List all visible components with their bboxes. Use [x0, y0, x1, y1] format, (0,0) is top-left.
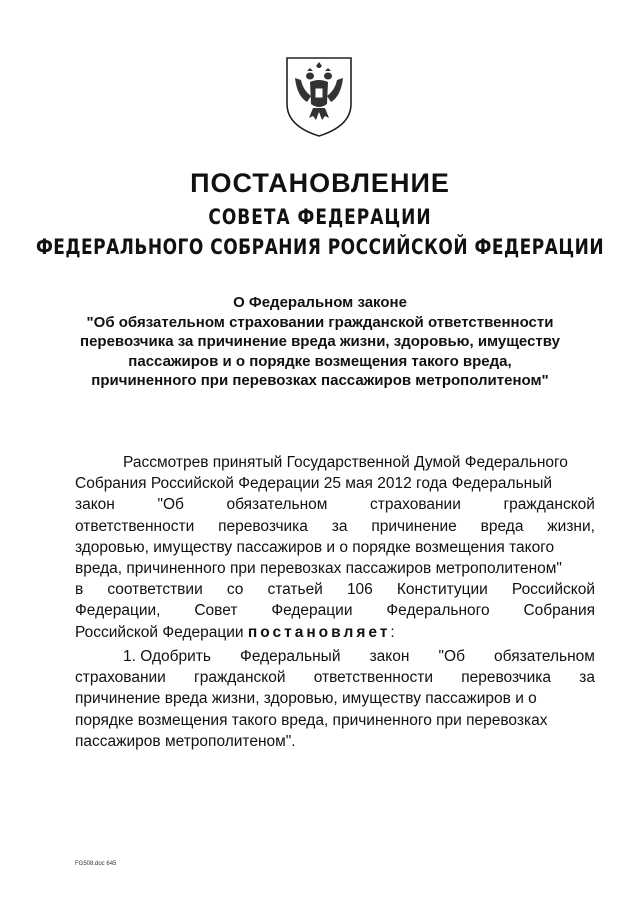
word: за — [331, 517, 348, 535]
paragraph-preamble — [75, 452, 595, 643]
text-line — [75, 688, 595, 709]
subject-line: перевозчика за причинение вреда жизни, здоровью, имуществу — [80, 333, 560, 350]
word: закон — [75, 496, 115, 514]
word: причинение — [371, 517, 457, 535]
text-segment: Российской Федерации — [75, 623, 248, 641]
word: перевозчика — [461, 669, 552, 687]
text-segment: : — [390, 623, 395, 641]
subject-line: причиненного при перевозках пассажиров метрополитеном" — [91, 372, 549, 389]
word: Совет — [194, 602, 238, 620]
word: вреда, причиненного при перевозках пассажиров метрополитеном" — [75, 560, 562, 578]
text-line — [75, 579, 595, 600]
word: обязательном — [494, 648, 595, 665]
text-line: пассажиров метрополитеном". — [75, 732, 296, 750]
word: со — [226, 581, 244, 599]
word: Российской — [511, 581, 595, 599]
word: в — [75, 581, 84, 599]
document-subtitle-2: ФЕДЕРАЛЬНОГО СОБРАНИЯ РОССИЙСКОЙ ФЕДЕРАЦИИ — [35, 235, 605, 260]
word: 106 — [346, 581, 373, 599]
subject-block — [60, 293, 580, 391]
word: перевозчика — [218, 517, 308, 535]
word: закон — [369, 648, 410, 665]
word: "Об — [438, 648, 465, 665]
text-line — [75, 710, 595, 731]
word: Конституции — [396, 581, 488, 599]
text-line — [75, 452, 595, 473]
word: соответствии — [107, 581, 203, 599]
word: вреда — [480, 517, 524, 535]
text-line — [75, 667, 595, 688]
word: Федерации, — [75, 602, 161, 620]
word: Собрания Российской Федерации 25 мая 2012 года Федеральный — [75, 475, 553, 493]
word: причинение вреда жизни, здоровью, имуществу пассажиров и о — [75, 690, 537, 708]
word: страховании — [370, 496, 461, 514]
word: гражданской — [503, 496, 595, 514]
text-line — [75, 600, 595, 621]
word: жизни, — [547, 517, 595, 535]
emphasized-word: постановляет — [247, 623, 391, 641]
text-line — [75, 494, 595, 515]
text-line — [75, 622, 595, 643]
word: статьей — [267, 581, 323, 599]
word: "Об — [157, 496, 184, 514]
word: гражданской — [194, 669, 286, 687]
text-line — [75, 516, 595, 537]
word: за — [579, 669, 595, 687]
word: ответственности — [313, 669, 433, 687]
text-line — [75, 646, 595, 667]
text-line — [75, 537, 595, 558]
word: Федерации — [271, 602, 353, 620]
word: Собрания — [523, 602, 595, 620]
subject-line: пассажиров и о порядке возмещения такого вреда, — [128, 352, 512, 370]
subject-line: О Федеральном законе — [233, 294, 407, 311]
word: ответственности — [75, 517, 195, 535]
russian-coat-of-arms-icon — [283, 52, 355, 138]
paragraph-resolution-1 — [75, 646, 595, 752]
word: порядке возмещения такого вреда, причиненного при перевозках — [75, 711, 548, 729]
word: здоровью, имуществу пассажиров и о порядке возмещения такого — [75, 538, 555, 556]
emblem — [283, 52, 355, 138]
word: обязательном — [226, 496, 328, 514]
text-line — [75, 558, 595, 579]
word: страховании — [75, 669, 166, 687]
footer-doc-code: FG508.doc 645 — [75, 861, 117, 867]
word: Рассмотрев принятый Государственной Думой Федерального — [123, 454, 568, 471]
word: Федеральный — [240, 648, 341, 665]
text-line — [75, 473, 595, 494]
subject-line: "Об обязательном страховании гражданской ответственности — [86, 313, 554, 331]
word: 1. Одобрить — [123, 648, 211, 665]
document-title: ПОСТАНОВЛЕНИЕ — [190, 168, 450, 198]
document-subtitle-1: СОВЕТА ФЕДЕРАЦИИ — [208, 205, 432, 230]
word: Федерального — [386, 602, 490, 620]
